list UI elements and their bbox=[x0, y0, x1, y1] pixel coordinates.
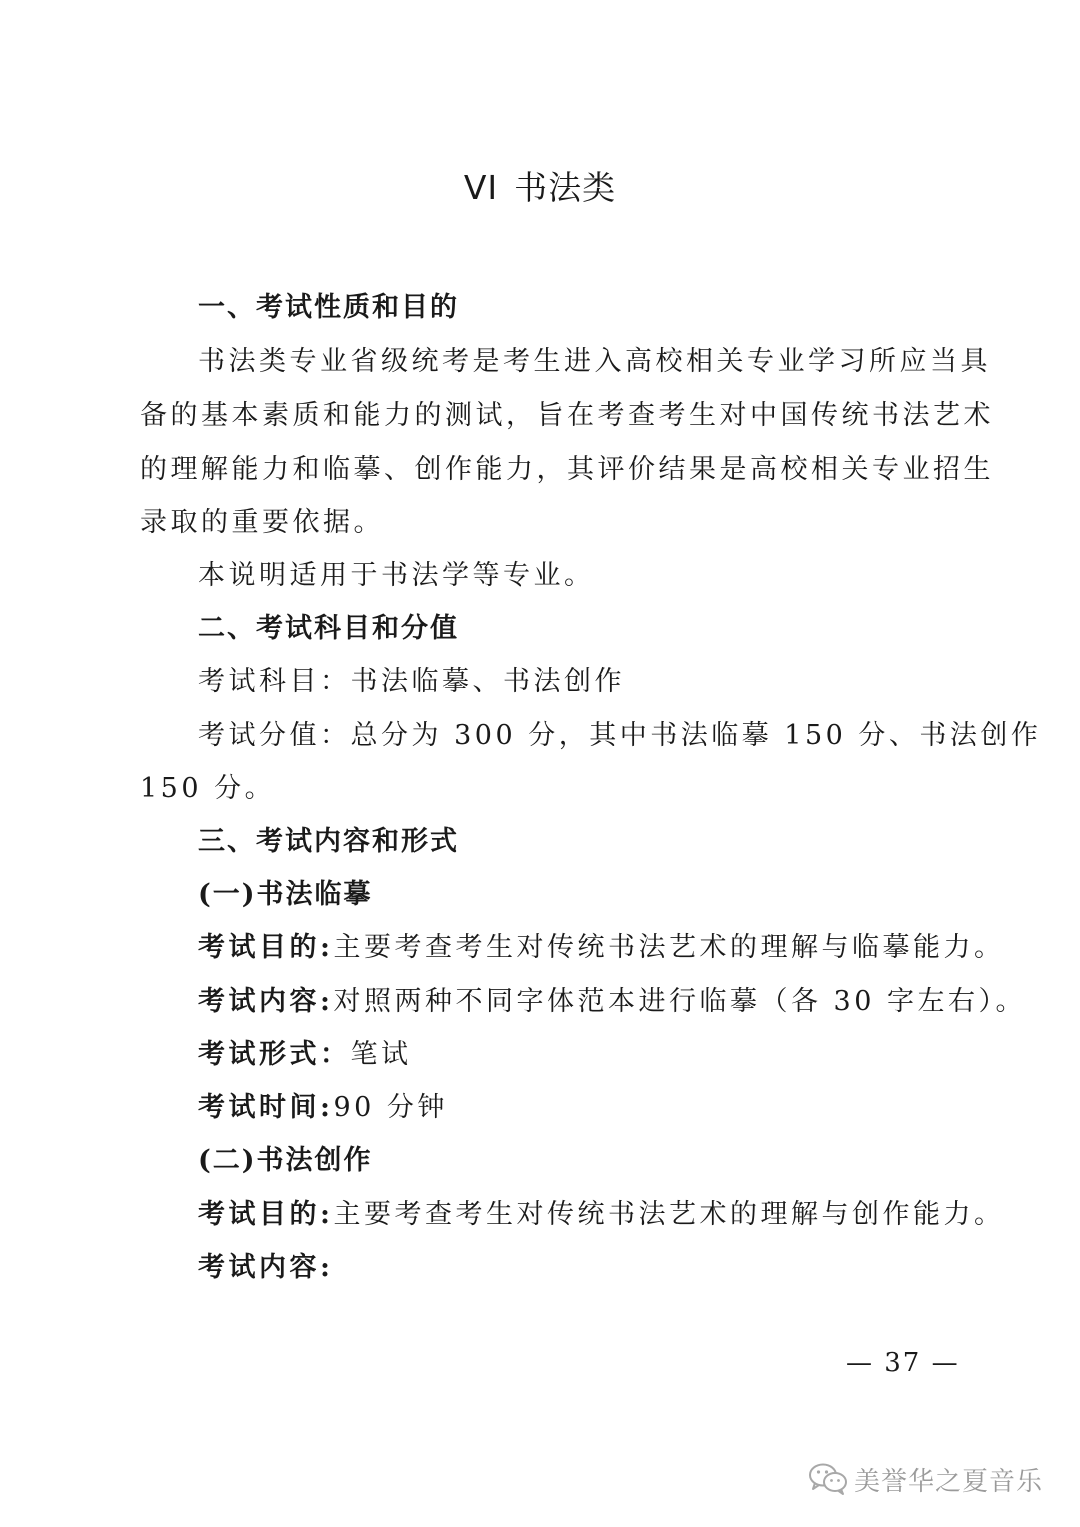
field-value: 90 分钟 bbox=[333, 1092, 448, 1123]
subsection-creation-heading: (二)书法创作 bbox=[198, 1145, 373, 1176]
section-1-paragraph-line: 录取的重要依据。 bbox=[140, 507, 384, 538]
section-1-paragraph-line: 的理解能力和临摹、创作能力，其评价结果是高校相关专业招生 bbox=[140, 454, 994, 485]
section-3-heading: 三、考试内容和形式 bbox=[198, 826, 459, 857]
field-label: 考试时间: bbox=[198, 1092, 334, 1123]
watermark-text: 美誉华之夏音乐 bbox=[854, 1466, 1044, 1497]
field-value: 主要考查考生对传统书法艺术的理解与创作能力。 bbox=[333, 1199, 1005, 1230]
creation-purpose bbox=[198, 1195, 1005, 1235]
field-value: 对照两种不同字体范本进行临摹（各 30 字左右）。 bbox=[333, 986, 1026, 1017]
subsection-copying-heading: (一)书法临摹 bbox=[198, 879, 373, 910]
field-value: 主要考查考生对传统书法艺术的理解与临摹能力。 bbox=[333, 932, 1005, 963]
section-1-paragraph-line: 书法类专业省级统考是考生进入高校相关专业学习所应当具 bbox=[198, 346, 991, 377]
exam-subjects: 考试科目：书法临摹、书法创作 bbox=[198, 666, 625, 697]
watermark bbox=[808, 1457, 1043, 1501]
exam-score-line: 考试分值：总分为 300 分，其中书法临摹 150 分、书法创作 bbox=[198, 720, 1042, 751]
copying-form bbox=[198, 1035, 958, 1075]
copying-content bbox=[198, 982, 1026, 1022]
field-label: 考试目的: bbox=[198, 932, 334, 963]
creation-content bbox=[198, 1248, 958, 1288]
title-roman-numeral: VI bbox=[463, 168, 499, 207]
exam-score-line: 150 分。 bbox=[140, 773, 276, 804]
page-title bbox=[0, 160, 1080, 216]
field-label: 考试内容: bbox=[198, 1252, 334, 1283]
title-text: 书法类 bbox=[514, 168, 617, 207]
section-1-paragraph-2: 本说明适用于书法学等专业。 bbox=[198, 560, 595, 591]
copying-purpose bbox=[198, 928, 1005, 968]
section-1-heading: 一、考试性质和目的 bbox=[198, 292, 459, 323]
copying-time bbox=[198, 1088, 958, 1128]
section-1-paragraph-line: 备的基本素质和能力的测试，旨在考查考生对中国传统书法艺术 bbox=[140, 400, 994, 431]
field-value: 笔试 bbox=[350, 1039, 412, 1070]
field-label: 考试目的: bbox=[198, 1199, 334, 1230]
field-label: 考试形式： bbox=[198, 1039, 351, 1070]
section-2-heading: 二、考试科目和分值 bbox=[198, 613, 459, 644]
wechat-icon bbox=[808, 1462, 848, 1496]
page-number: — 37 — bbox=[846, 1348, 960, 1378]
field-label: 考试内容: bbox=[198, 986, 334, 1017]
